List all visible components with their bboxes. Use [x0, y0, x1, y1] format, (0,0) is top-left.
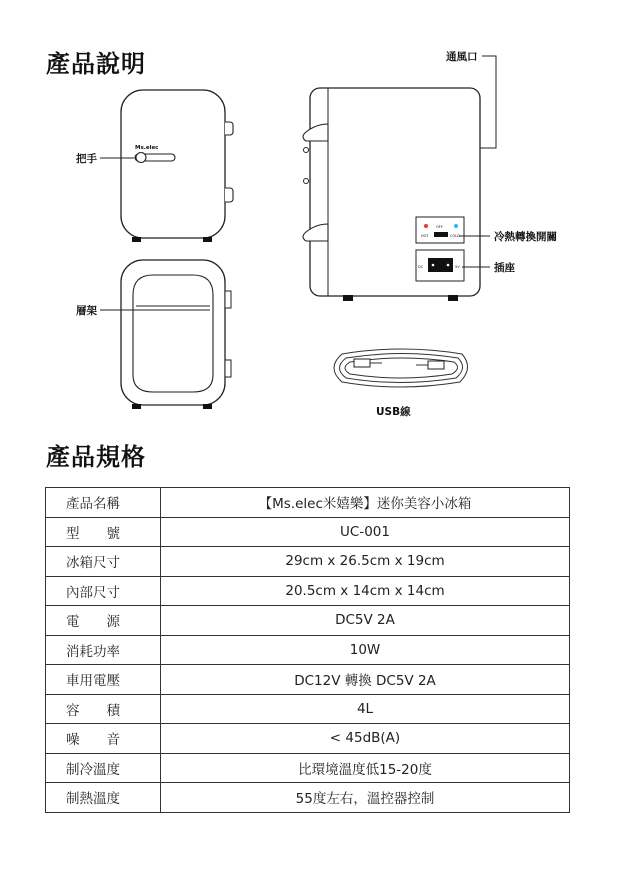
table-row	[46, 547, 570, 577]
table-row	[46, 606, 570, 636]
socket-callout: 插座	[494, 262, 515, 274]
spec-value: 10W	[161, 635, 570, 665]
handle-callout: 把手	[76, 153, 97, 165]
spec-value: 55度左右，溫控器控制	[161, 783, 570, 813]
spec-value: 4L	[161, 694, 570, 724]
spec-label: 冰箱尺寸	[46, 547, 161, 577]
spec-label: 噪 音	[46, 724, 161, 754]
table-row	[46, 517, 570, 547]
table-row	[46, 724, 570, 754]
handle	[135, 153, 175, 163]
hot-led	[424, 224, 428, 228]
brand-logo: Ms.elec	[135, 145, 159, 151]
hinge-bottom	[225, 188, 233, 202]
hinge-bottom	[225, 360, 231, 377]
fridge-side	[303, 88, 480, 301]
foot	[343, 295, 353, 301]
spec-value: 【Ms.elec米嬉樂】迷你美容小冰箱	[161, 488, 570, 518]
switch-panel	[416, 217, 464, 243]
hinge-top	[225, 291, 231, 308]
spec-label: 容 積	[46, 694, 161, 724]
product-diagram	[0, 0, 621, 430]
side-knob	[304, 179, 309, 184]
side-knob	[304, 148, 309, 153]
table-row	[46, 694, 570, 724]
foot	[132, 404, 141, 409]
product-description-heading: 產品說明	[46, 50, 146, 78]
spec-label: 型 號	[46, 517, 161, 547]
spec-label: 內部尺寸	[46, 576, 161, 606]
usb-cable	[334, 349, 468, 387]
shelf-callout: 層架	[76, 305, 97, 317]
switch-cold-label: COLD	[450, 234, 460, 238]
switch-toggle	[434, 232, 448, 237]
table-row	[46, 635, 570, 665]
side-hinge-top	[303, 124, 328, 141]
cold-led	[454, 224, 458, 228]
spec-value: UC-001	[161, 517, 570, 547]
spec-value: 29cm x 26.5cm x 19cm	[161, 547, 570, 577]
spec-label: 電 源	[46, 606, 161, 636]
spec-value: DC12V 轉換 DC5V 2A	[161, 665, 570, 695]
table-row	[46, 783, 570, 813]
spec-label: 消耗功率	[46, 635, 161, 665]
fridge-front-closed	[121, 90, 233, 242]
spec-value: DC5V 2A	[161, 606, 570, 636]
table-row	[46, 753, 570, 783]
hinge-top	[225, 122, 233, 135]
socket-dc-label: DC	[418, 265, 424, 269]
spec-value: < 45dB(A)	[161, 724, 570, 754]
spec-value: 20.5cm x 14cm x 14cm	[161, 576, 570, 606]
spec-label: 制冷溫度	[46, 753, 161, 783]
spec-table	[45, 487, 570, 813]
spec-value: 比環境溫度低15-20度	[161, 753, 570, 783]
vent-callout: 通風口	[446, 51, 478, 63]
foot	[203, 404, 212, 409]
switch-off-label: OFF	[436, 225, 443, 229]
socket-usb-label: 5V	[455, 265, 460, 269]
foot	[132, 237, 141, 242]
table-row	[46, 576, 570, 606]
spec-label: 車用電壓	[46, 665, 161, 695]
foot	[448, 295, 458, 301]
spec-label: 產品名稱	[46, 488, 161, 518]
side-hinge-bottom	[303, 224, 328, 241]
switch-hot-label: HOT	[421, 234, 429, 238]
table-row	[46, 488, 570, 518]
foot	[203, 237, 212, 242]
product-specs-heading: 產品規格	[46, 443, 146, 471]
switch-callout: 冷熱轉換開關	[494, 231, 557, 243]
usb-callout: USB線	[376, 406, 411, 418]
inner-cavity	[133, 275, 213, 392]
table-row	[46, 665, 570, 695]
fridge-front-open	[121, 260, 231, 409]
spec-label: 制熱溫度	[46, 783, 161, 813]
